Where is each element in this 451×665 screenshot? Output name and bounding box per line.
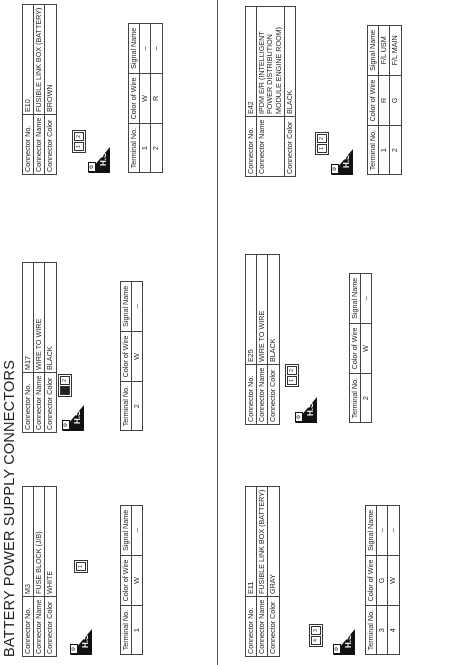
- header-terminal-no: Terminal No.: [350, 374, 361, 423]
- terminal-no: 2: [132, 382, 143, 431]
- signal-name: –: [377, 506, 388, 556]
- label-connector-no: Connector No.: [246, 597, 257, 657]
- label-connector-name: Connector Name: [34, 115, 45, 175]
- signal-name: –: [132, 506, 143, 556]
- connector-block-e11: [245, 486, 398, 657]
- label-connector-no: Connector No.: [23, 115, 34, 175]
- terminal-table: [120, 505, 143, 655]
- header-terminal-no: Terminal No.: [129, 124, 140, 173]
- connector-name-value: WIRE TO WIRE: [34, 263, 45, 373]
- table-row: [140, 24, 151, 173]
- header-signal-name: Signal Name: [366, 506, 377, 556]
- connector-no-value: E11: [246, 487, 257, 597]
- wire-color: W: [388, 555, 399, 606]
- connector-block-e42: [245, 6, 400, 177]
- connector-color-value: WHITE: [45, 487, 56, 597]
- header-color-of-wire: Color of Wire: [121, 555, 132, 606]
- wire-color: W: [132, 555, 143, 606]
- connector-pin: 1: [74, 142, 84, 151]
- terminal-no: 4: [388, 606, 399, 655]
- connector-pin: 2: [317, 134, 327, 143]
- connector-name-value: FUSE BLOCK (J/B): [34, 487, 45, 597]
- connector-color-value: GRAY: [268, 487, 279, 597]
- label-connector-name: Connector Name: [257, 597, 268, 657]
- connector-diagram: [58, 374, 72, 397]
- page-title: BATTERY POWER SUPPLY CONNECTORS: [2, 359, 18, 657]
- header-terminal-no: Terminal No.: [366, 606, 377, 655]
- connector-pin: 1: [76, 562, 86, 571]
- hs-label: H.S.: [342, 152, 351, 168]
- section-divider: [217, 0, 218, 665]
- wire-color: W: [140, 73, 151, 124]
- connector-no-value: E25: [246, 255, 257, 365]
- label-connector-no: Connector No.: [246, 365, 257, 425]
- hs-label: H.S.: [306, 400, 315, 416]
- connector-diagram: [315, 132, 329, 155]
- hs-label: H.S.: [344, 632, 353, 648]
- terminal-table: [128, 23, 163, 173]
- table-row: [151, 24, 162, 173]
- connector-pin: [60, 386, 70, 395]
- wire-color: W: [361, 323, 372, 374]
- label-connector-name: Connector Name: [257, 365, 268, 425]
- connector-diagram: [72, 130, 86, 153]
- connector-pin: 2: [60, 376, 70, 385]
- label-connector-name: Connector Name: [34, 597, 45, 657]
- connector-info-table: [245, 6, 296, 177]
- hs-label: H.S.: [73, 408, 82, 424]
- signal-name: –: [388, 506, 399, 556]
- connector-block-m17: [22, 262, 142, 433]
- connector-no-value: M17: [23, 263, 34, 373]
- wire-color: G: [377, 555, 388, 606]
- connector-info-table: [22, 262, 57, 433]
- header-color-of-wire: Color of Wire: [129, 73, 140, 124]
- terminal-no: 1: [132, 606, 143, 655]
- table-row: [390, 26, 401, 175]
- connector-no-value: E10: [23, 5, 34, 115]
- terminal-no: 2: [151, 124, 162, 173]
- terminal-no: 2: [361, 374, 372, 423]
- terminal-no: 1: [140, 124, 151, 173]
- connector-pin: 1: [287, 376, 297, 385]
- terminal-table: [367, 25, 402, 175]
- label-connector-name: Connector Name: [34, 373, 45, 433]
- header-signal-name: Signal Name: [368, 26, 379, 76]
- hs-icon: ⚙ H.S.: [70, 629, 92, 655]
- connector-color-value: BROWN: [45, 5, 56, 115]
- header-signal-name: Signal Name: [350, 274, 361, 324]
- connector-no-value: M3: [23, 487, 34, 597]
- hs-label: H.S.: [81, 632, 90, 648]
- wire-color: W: [132, 331, 143, 382]
- label-connector-no: Connector No.: [23, 373, 34, 433]
- connector-info-table: [245, 254, 280, 425]
- hs-label: H.S.: [99, 150, 108, 166]
- hs-icon: ⚙ H.S.: [331, 149, 353, 175]
- terminal-no: 3: [377, 606, 388, 655]
- connector-block-m3: [22, 486, 142, 657]
- connector-color-value: BLACK: [284, 7, 295, 117]
- connector-no-value: E42: [246, 7, 257, 117]
- table-row: [377, 506, 388, 655]
- label-connector-no: Connector No.: [246, 117, 257, 177]
- connector-pin: 1: [317, 144, 327, 153]
- hs-icon: ⚙ H.S.: [62, 405, 84, 431]
- signal-name: –: [361, 274, 372, 324]
- header-signal-name: Signal Name: [129, 24, 140, 74]
- header-signal-name: Signal Name: [121, 282, 132, 332]
- terminal-table: [120, 281, 143, 431]
- hs-icon: ⚙ H.S.: [88, 147, 110, 173]
- connector-name-value: WIRE TO WIRE: [257, 255, 268, 365]
- label-connector-no: Connector No.: [23, 597, 34, 657]
- table-row: [132, 506, 143, 655]
- signal-name: –: [151, 24, 162, 74]
- label-connector-color: Connector Color: [268, 597, 279, 657]
- connector-color-value: BLACK: [268, 255, 279, 365]
- signal-name: F/L USM: [379, 26, 390, 76]
- terminal-table: [365, 505, 400, 655]
- label-connector-color: Connector Color: [45, 115, 56, 175]
- connector-pin: 2: [74, 132, 84, 141]
- connector-name-value: FUSIBLE LINK BOX (BATTERY): [257, 487, 268, 597]
- hs-icon: ⚙ H.S.: [333, 629, 355, 655]
- label-connector-color: Connector Color: [45, 597, 56, 657]
- connector-color-value: BLACK: [45, 263, 56, 373]
- connector-diagram: [309, 624, 323, 647]
- signal-name: F/L MAIN: [390, 26, 401, 76]
- table-row: [379, 26, 390, 175]
- terminal-table: [349, 273, 372, 423]
- table-row: [132, 282, 143, 431]
- label-connector-color: Connector Color: [284, 117, 295, 177]
- signal-name: –: [140, 24, 151, 74]
- connector-name-value: IPDM E/R (INTELLIGENT POWER DISTRIBUTION MODULE ENGINE ROOM): [257, 7, 285, 117]
- label-connector-name: Connector Name: [257, 117, 285, 177]
- header-color-of-wire: Color of Wire: [350, 323, 361, 374]
- connector-name-value: FUSIBLE LINK BOX (BATTERY): [34, 5, 45, 115]
- wire-color: R: [379, 75, 390, 126]
- connector-block-e25: [245, 254, 371, 425]
- connector-info-table: [245, 486, 280, 657]
- connector-info-table: [22, 486, 57, 657]
- connector-pin: 4: [311, 636, 321, 645]
- connector-pin: 2: [287, 366, 297, 375]
- hs-icon: ⚙ H.S.: [295, 397, 317, 423]
- connector-diagram: [74, 560, 88, 573]
- header-terminal-no: Terminal No.: [368, 126, 379, 175]
- wire-color: G: [390, 75, 401, 126]
- label-connector-color: Connector Color: [45, 373, 56, 433]
- table-row: [388, 506, 399, 655]
- header-color-of-wire: Color of Wire: [368, 75, 379, 126]
- header-terminal-no: Terminal No.: [121, 382, 132, 431]
- wire-color: R: [151, 73, 162, 124]
- connector-info-table: [22, 4, 57, 175]
- connector-diagram: [285, 364, 299, 387]
- header-color-of-wire: Color of Wire: [121, 331, 132, 382]
- terminal-no: 1: [379, 126, 390, 175]
- connector-pin: 3: [311, 626, 321, 635]
- label-connector-color: Connector Color: [268, 365, 279, 425]
- signal-name: –: [132, 282, 143, 332]
- header-terminal-no: Terminal No.: [121, 606, 132, 655]
- header-signal-name: Signal Name: [121, 506, 132, 556]
- terminal-no: 2: [390, 126, 401, 175]
- connector-block-e10: [22, 4, 161, 175]
- table-row: [361, 274, 372, 423]
- header-color-of-wire: Color of Wire: [366, 555, 377, 606]
